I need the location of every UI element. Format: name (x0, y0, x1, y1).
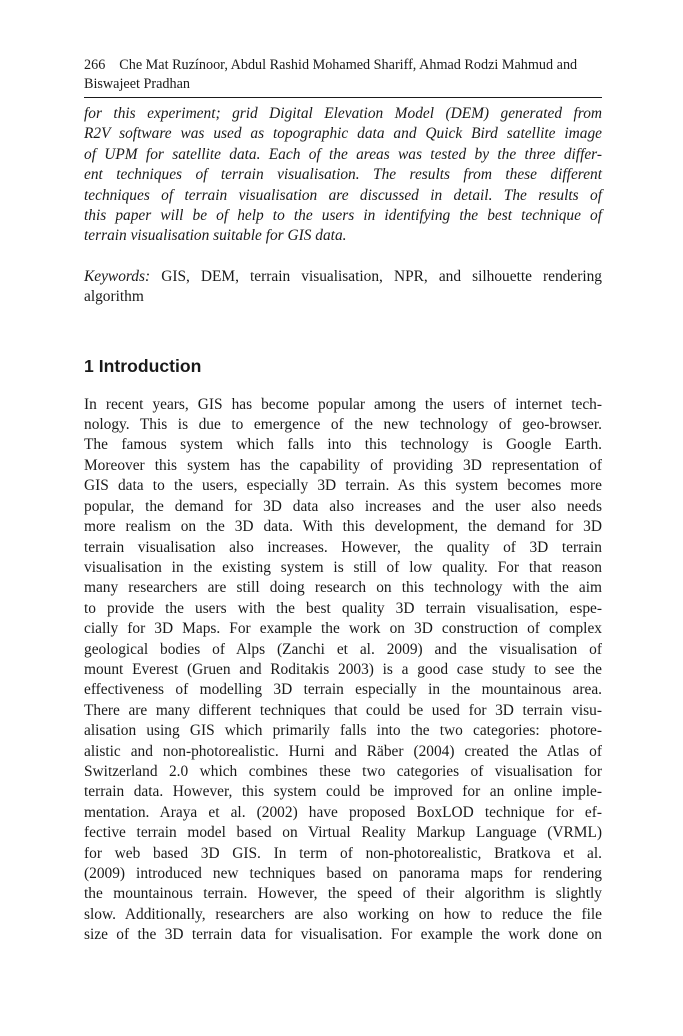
abstract-line: terrain visualisation suitable for GIS data. (84, 227, 347, 245)
page-number: 266 (84, 57, 106, 73)
section-title: Introduction (98, 355, 202, 376)
abstract-line: ent techniques of terrain visualisation. The results from these different (84, 166, 602, 184)
body-line: size of the 3D terrain data for visualisation. For example the work done on (84, 926, 602, 944)
section-number: 1 (84, 355, 94, 376)
body-line: to provide the users with the best quality 3D terrain visualisation, espe- (84, 599, 602, 617)
body-line: In recent years, GIS has become popular among the users of internet tech- (84, 395, 602, 413)
introduction-paragraph (84, 395, 602, 946)
body-line: mount Everest (Gruen and Roditakis 2003) is a good case study to see the (84, 660, 602, 678)
body-line: more realism on the 3D data. With this development, the demand for 3D (84, 518, 602, 536)
abstract-line: techniques of terrain visualisation are discussed in detail. The results of (84, 186, 602, 204)
body-line: the mountainous terrain. However, the speed of their algorithm is slightly (84, 885, 602, 903)
body-line: terrain data. However, this system could be improved for an online imple- (84, 783, 602, 801)
body-line: (2009) introduced new techniques based on panorama maps for rendering (84, 865, 602, 882)
body-line: mentation. Araya et al. (2002) have proposed BoxLOD technique for ef- (84, 803, 602, 821)
abstract-line: R2V software was used as topographic data and Quick Bird satellite image (84, 125, 602, 143)
keywords-text: GIS, DEM, terrain visualisation, NPR, and silhouette rendering algorithm (84, 267, 602, 306)
body-line: cially for 3D Maps. For example the work on 3D construction of complex (84, 620, 602, 638)
body-line: GIS data to the users, especially 3D terrain. As this system becomes more (84, 477, 602, 495)
abstract-line: for this experiment; grid Digital Elevation Model (DEM) generated from (84, 105, 602, 122)
body-line: effectiveness of modelling 3D terrain especially in the mountainous area. (84, 681, 602, 699)
body-line: alisation using GIS which primarily falls into the two categories: photore- (84, 722, 602, 740)
abstract-line: of UPM for satellite data. Each of the areas was tested by the three differ- (84, 145, 602, 163)
abstract-continuation (84, 104, 602, 247)
running-header (84, 56, 602, 98)
body-line: The famous system which falls into this technology is Google Earth. (84, 436, 602, 454)
body-line: There are many different techniques that could be used for 3D terrain visu- (84, 701, 602, 719)
keywords-label: Keywords: (84, 267, 151, 285)
body-line: Moreover this system has the capability of providing 3D representation of (84, 456, 602, 474)
body-line: visualisation in the existing system is still of low quality. For that reason (84, 558, 602, 576)
keywords (84, 267, 602, 308)
body-line: geological bodies of Alps (Zanchi et al. 2009) and the visualisation of (84, 640, 602, 658)
page (84, 56, 602, 946)
body-line: fective terrain model based on Virtual Reality Markup Language (VRML) (84, 824, 602, 842)
abstract-line: this paper will be of help to the users in identifying the best technique of (84, 207, 602, 225)
body-line: for web based 3D GIS. In term of non-photorealistic, Bratkova et al. (84, 844, 602, 862)
body-line: popular, the demand for 3D data also increases and the user also needs (84, 497, 602, 515)
body-line: Switzerland 2.0 which combines these two categories of visualisation for (84, 762, 602, 780)
author-list: Che Mat Ruzínoor, Abdul Rashid Mohamed Shariff, Ahmad Rodzi Mahmud and Biswajeet Pradhan (84, 57, 578, 92)
body-line: alistic and non-photorealistic. Hurni and Räber (2004) created the Atlas of (84, 742, 602, 760)
body-line: slow. Additionally, researchers are also working on how to reduce the file (84, 905, 602, 923)
body-line: many researchers are still doing research on this technology with the aim (84, 579, 602, 597)
section-heading (84, 355, 602, 377)
body-line: terrain visualisation also increases. However, the quality of 3D terrain (84, 538, 602, 556)
body-line: nology. This is due to emergence of the new technology of geo-browser. (84, 416, 602, 434)
